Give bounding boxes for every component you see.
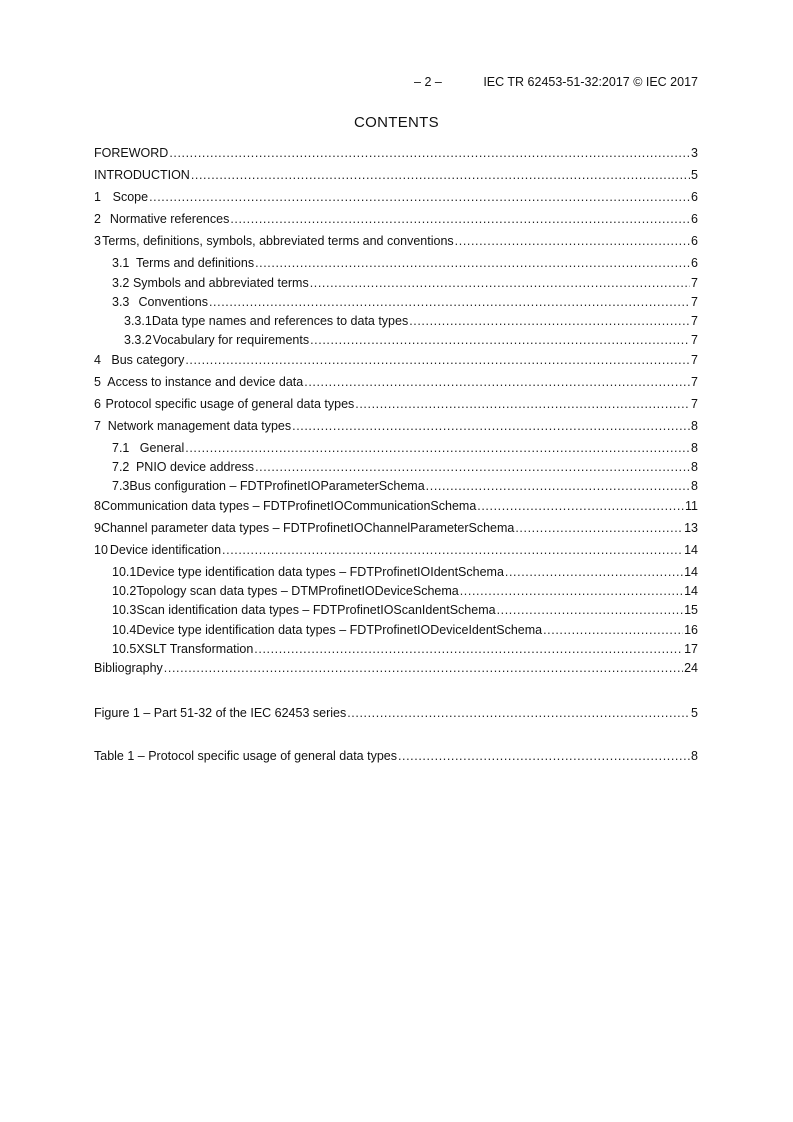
toc-entry-number: 6 [94,397,101,411]
toc-leader-dots [169,146,690,160]
page-number-label: – 2 – [414,75,442,89]
toc-leader-dots [185,353,690,367]
toc-page-number: 6 [691,234,698,248]
toc-page-number: 14 [684,565,698,579]
toc-entry-3-2[interactable] [94,276,698,293]
toc-entry-3-3-1[interactable] [94,314,698,331]
toc-leader-dots [164,661,683,675]
toc-leader-dots [347,706,690,720]
toc-entry-number: 2 [94,212,101,226]
toc-page-number: 6 [691,212,698,226]
toc-entry-protocol-usage[interactable] [94,397,698,414]
toc-leader-dots [149,190,690,204]
toc-entry-channel-parameter[interactable] [94,521,698,538]
toc-entry-bibliography[interactable] [94,661,698,678]
toc-page-number: 14 [684,584,698,598]
toc-entry-10-2[interactable] [94,584,698,601]
toc-page-number: 7 [691,276,698,290]
toc-entry-number: 7.1 [112,441,130,455]
toc-entry-text: XSLT Transformation [136,642,254,656]
toc-leader-dots [477,499,684,513]
toc-page-number: 7 [691,397,698,411]
toc-entry-text: Topology scan data types – DTMProfinetIODeviceSchema [136,584,459,598]
toc-entry-text: Bus category [111,353,185,367]
toc-entry-10-1[interactable] [94,565,698,582]
toc-entry-number: 7.3 [112,479,130,493]
toc-entry-text: Device type identification data types – FDTProfinetIODeviceIdentSchema [136,623,543,637]
toc-entry-normative-references[interactable] [94,212,698,229]
toc-entry-3-3[interactable] [94,295,698,312]
toc-page-number: 7 [691,353,698,367]
toc-entry-text: Protocol specific usage of general data types [105,397,355,411]
toc-leader-dots [255,256,690,270]
toc-entry-7-1[interactable] [94,441,698,458]
toc-leader-dots [515,521,683,535]
toc-entry-text: Bibliography [94,661,163,675]
figure-entry-text: Figure 1 – Part 51-32 of the IEC 62453 series [94,706,347,720]
toc-entry-number: 9 [94,521,101,535]
table-page-number: 8 [691,749,698,763]
toc-page-number: 8 [691,419,698,433]
toc-entry-10-5[interactable] [94,642,698,659]
toc-page-number: 11 [685,499,698,513]
toc-entry-number: 10 [94,543,108,557]
figure-page-number: 5 [691,706,698,720]
toc-entry-text: Device type identification data types – FDTProfinetIOIdentSchema [136,565,504,579]
toc-entry-number: 1 [94,190,101,204]
toc-entry-text: Access to instance and device data [107,375,304,389]
toc-entry-number: 10.5 [112,642,137,656]
toc-entry-text: Symbols and abbreviated terms [132,276,309,290]
toc-leader-dots [191,168,690,182]
toc-entry-number: 10.4 [112,623,137,637]
toc-entry-number: 7 [94,419,101,433]
toc-leader-dots [230,212,690,226]
toc-entry-terms[interactable] [94,234,698,251]
toc-leader-dots [460,584,683,598]
toc-leader-dots [185,441,690,455]
figure-list-entry[interactable] [94,706,698,723]
toc-entry-number: 3.1 [112,256,130,270]
toc-entry-number: 4 [94,353,101,367]
toc-leader-dots [222,543,683,557]
toc-page-number: 8 [691,479,698,493]
toc-leader-dots [310,276,690,290]
page-header [94,75,698,89]
toc-entry-text: Conventions [138,295,208,309]
toc-leader-dots [455,234,690,248]
table-list-entry[interactable] [94,749,698,766]
toc-entry-text: Scope [112,190,149,204]
toc-entry-device-identification[interactable] [94,543,698,560]
toc-leader-dots [209,295,690,309]
toc-entry-number: 3.3.2 [124,333,152,347]
toc-entry-number: 3.3.1 [124,314,152,328]
toc-entry-number: 8 [94,499,101,513]
toc-entry-number: 10.2 [112,584,137,598]
toc-leader-dots [254,642,683,656]
toc-entry-text: Terms and definitions [135,256,255,270]
toc-entry-7-3[interactable] [94,479,698,496]
toc-entry-text: Scan identification data types – FDTProfinetIOScanIdentSchema [136,603,496,617]
toc-page-number: 3 [691,146,698,160]
toc-entry-number: 5 [94,375,101,389]
toc-entry-10-4[interactable] [94,623,698,640]
toc-entry-number: 10.3 [112,603,137,617]
toc-entry-number: 3.2 [112,276,130,290]
toc-page-number: 14 [684,543,698,557]
toc-entry-text: FOREWORD [94,146,169,160]
toc-entry-network-management[interactable] [94,419,698,436]
toc-page-number: 5 [691,168,698,182]
toc-page-number: 8 [691,460,698,474]
toc-leader-dots [292,419,690,433]
toc-entry-text: Normative references [109,212,230,226]
toc-page-number: 13 [684,521,698,535]
document-identifier: IEC TR 62453-51-32:2017 © IEC 2017 [483,75,698,89]
toc-entry-number: 7.2 [112,460,130,474]
toc-entry-access-data[interactable] [94,375,698,392]
toc-entry-number: 3 [94,234,101,248]
toc-page-number: 7 [691,314,698,328]
toc-leader-dots [255,460,690,474]
toc-entry-text: PNIO device address [135,460,255,474]
toc-leader-dots [543,623,683,637]
toc-entry-number: 3.3 [112,295,130,309]
toc-entry-text: Channel parameter data types – FDTProfinetIOChannelParameterSchema [100,521,515,535]
toc-page-number: 7 [691,375,698,389]
toc-entry-text: Bus configuration – FDTProfinetIOParameterSchema [129,479,425,493]
toc-leader-dots [310,333,690,347]
toc-page-number: 7 [691,333,698,347]
toc-entry-foreword[interactable] [94,146,698,163]
toc-leader-dots [505,565,683,579]
toc-leader-dots [398,749,690,763]
toc-page-number: 24 [684,661,698,675]
toc-page-number: 7 [691,295,698,309]
toc-page-number: 6 [691,190,698,204]
toc-leader-dots [304,375,690,389]
toc-entry-communication[interactable] [94,499,698,516]
toc-page-number: 17 [684,642,698,656]
toc-entry-text: Communication data types – FDTProfinetIOCommunicationSchema [101,499,477,513]
toc-entry-bus-category[interactable] [94,353,698,370]
toc-page-number: 16 [684,623,698,637]
toc-entry-7-2[interactable] [94,460,698,477]
toc-entry-text: Device identification [109,543,222,557]
toc-entry-10-3[interactable] [94,603,698,620]
page-title: CONTENTS [354,114,439,131]
toc-entry-text: Vocabulary for requirements [152,333,310,347]
toc-entry-number: 10.1 [112,565,137,579]
toc-page-number: 6 [691,256,698,270]
toc-entry-3-1[interactable] [94,256,698,273]
toc-page-number: 15 [684,603,698,617]
toc-entry-text: Network management data types [107,419,292,433]
table-entry-text: Table 1 – Protocol specific usage of general data types [94,749,397,763]
toc-page-number: 8 [691,441,698,455]
toc-entry-scope[interactable] [94,190,698,207]
toc-leader-dots [355,397,690,411]
toc-entry-3-3-2[interactable] [94,333,698,350]
toc-leader-dots [497,603,684,617]
toc-leader-dots [426,479,690,493]
toc-entry-text: Terms, definitions, symbols, abbreviated terms and conventions [102,234,454,248]
toc-leader-dots [409,314,690,328]
toc-entry-text: Data type names and references to data types [151,314,409,328]
toc-entry-text: INTRODUCTION [94,168,190,182]
toc-entry-introduction[interactable] [94,168,698,185]
toc-entry-text: General [139,441,185,455]
